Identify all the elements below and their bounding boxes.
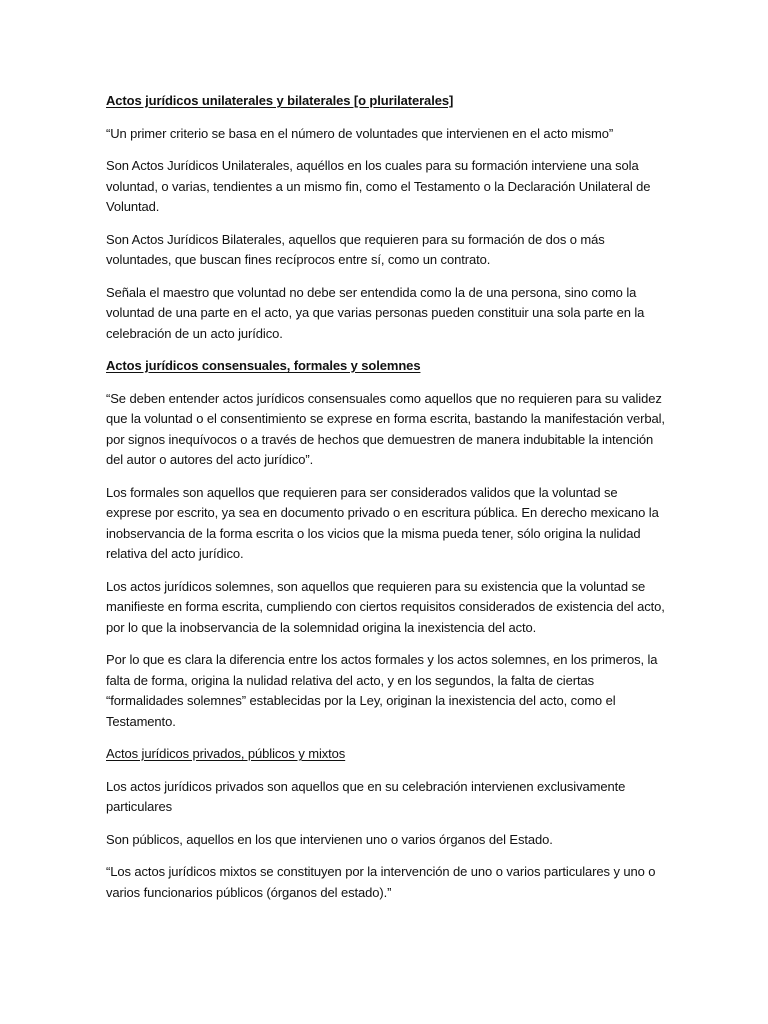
paragraph: Son Actos Jurídicos Bilaterales, aquellos que requieren para su formación de dos o más voluntades, que buscan fines recíprocos entre sí, como un contrato. — [106, 231, 605, 267]
paragraph: “Un primer criterio se basa en el número de voluntades que intervienen en el acto mismo” — [106, 125, 614, 141]
paragraph: “Se deben entender actos jurídicos consensuales como aquellos que no requieren para su validez que la voluntad o el consentimiento se exprese en forma escrita, bastando la manifestación verbal, por signos inequívocos o a través de hechos que demuestren de manera indubitable la intención del autor o autores del acto jurídico”. — [106, 390, 665, 467]
paragraph: Señala el maestro que voluntad no debe ser entendida como la de una persona, sino como la voluntad de una parte en el acto, ya que varias personas pueden constituir una sola parte en la celebración de un acto jurídico. — [106, 284, 645, 341]
paragraph: “Los actos jurídicos mixtos se constituyen por la intervención de uno o varios particulares y uno o varios funcionarios públicos (órganos del estado).” — [106, 864, 656, 900]
paragraph: Los actos jurídicos privados son aquellos que en su celebración intervienen exclusivamente particulares — [106, 778, 626, 814]
paragraph: Son Actos Jurídicos Unilaterales, aquéllos en los cuales para su formación interviene una sola voluntad, o varias, tendientes a un mismo fin, como el Testamento o la Declaración Unilateral de Voluntad. — [106, 158, 651, 214]
paragraph: Son públicos, aquellos en los que intervienen uno o varios órganos del Estado. — [106, 831, 553, 847]
document-page — [106, 91, 666, 915]
section-heading-consensuales: Actos jurídicos consensuales, formales y solemnes — [106, 358, 421, 373]
section-heading-unilaterales: Actos jurídicos unilaterales y bilaterales [o plurilaterales] — [106, 93, 454, 108]
section-heading-privados: Actos jurídicos privados, públicos y mixtos — [106, 746, 346, 761]
paragraph: Los formales son aquellos que requieren para ser considerados validos que la voluntad se exprese por escrito, ya sea en documento privado o en escritura pública. En derecho mexicano la inobservancia de la forma escrita o los vicios que la misma pueda tener, sólo origina la nulidad relativa del acto jurídico. — [106, 484, 659, 561]
paragraph: Por lo que es clara la diferencia entre los actos formales y los actos solemnes, en los primeros, la falta de forma, origina la nulidad relativa del acto, y en los segundos, la falta de ciertas “formalidades solemnes” establecidas por la Ley, originan la inexistencia del acto, como el Testamento. — [106, 652, 658, 729]
paragraph: Los actos jurídicos solemnes, son aquellos que requieren para su existencia que la voluntad se manifieste en forma escrita, cumpliendo con ciertos requisitos considerados de existencia del acto, por lo que la inobservancia de la solemnidad origina la inexistencia del acto. — [106, 578, 665, 635]
